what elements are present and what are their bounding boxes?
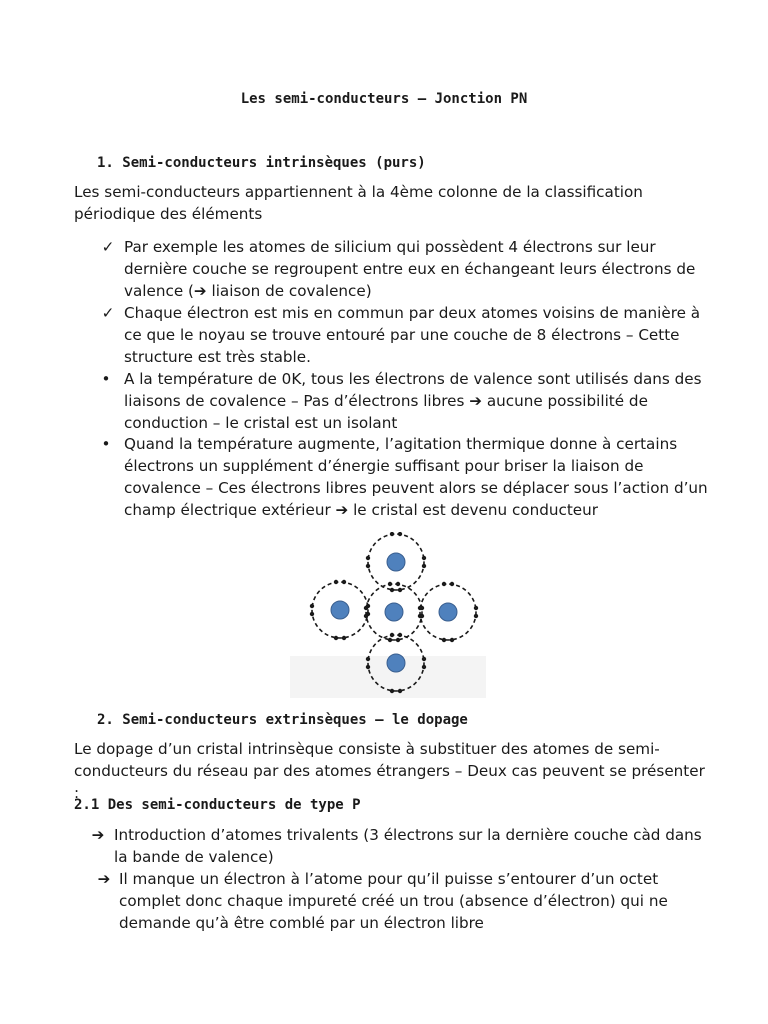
page-title: Les semi-conducteurs – Jonction PN [240,91,528,107]
electron-dot [390,633,394,637]
electron-dot [396,638,400,642]
silicon-crystal-diagram [290,532,486,698]
electron-dot [366,665,370,669]
electron-dot [310,604,314,608]
bullet-icon: • [101,370,111,388]
electron-dot [474,614,478,618]
electron-dot [422,665,426,669]
checkmark-icon: ✓ [101,238,115,256]
electron-dot [398,689,402,693]
arrow-right-icon: ➔ [91,826,105,844]
electron-dot [418,614,422,618]
list-item: Par exemple les atomes de silicium qui possèdent 4 électrons sur leur dernière couche se regroupent entre eux en échangeant leurs électrons de valence (➔ liaison de covalence) [124,238,696,300]
list-item: Introduction d’atomes trivalents (3 électrons sur la dernière couche càd dans la bande de valence) [114,826,702,866]
electron-dot [422,564,426,568]
electron-dot [442,638,446,642]
electron-dot [396,582,400,586]
electron-dot [334,636,338,640]
section-2-intro: Le dopage d’un cristal intrinsèque consiste à substituer des atomes de semi-conducteurs du réseau par des atomes étrangers – Deux cas peuvent se présenter : [74,740,705,802]
checkmark-icon: ✓ [101,304,115,322]
electron-dot [342,580,346,584]
atom-nucleus [331,601,349,619]
electron-dot [388,582,392,586]
atom-nucleus [387,553,405,571]
section-1-intro: Les semi-conducteurs appartiennent à la 4ème colonne de la classification périodique des éléments [74,183,643,223]
electron-dot [310,612,314,616]
electron-dot [474,606,478,610]
atom-nucleus [439,603,457,621]
electron-dot [422,657,426,661]
electron-dot [418,606,422,610]
electron-dot [334,580,338,584]
section-1-heading: 1. Semi-conducteurs intrinsèques (purs) [97,155,426,171]
list-item: Il manque un électron à l’atome pour qu’il puisse s’entourer d’un octet complet donc chaque impureté créé un trou (absence d’électron) qui ne demande qu’à être comblé par un électron libre [119,870,668,932]
bullet-icon: • [101,435,111,453]
list-item: Quand la température augmente, l’agitation thermique donne à certains électrons un supplément d’énergie suffisant pour briser la liaison de covalence – Ces électrons libres peuvent alors se déplacer sous l’action d’un champ électrique extérieur ➔ le cristal est devenu conducteur [124,435,708,519]
electron-dot [342,636,346,640]
electron-dot [366,657,370,661]
atom-nucleus [387,654,405,672]
arrow-right-icon: ➔ [97,870,111,888]
electron-dot [450,582,454,586]
electron-dot [450,638,454,642]
electron-dot [366,556,370,560]
electron-dot [442,582,446,586]
electron-dot [364,614,368,618]
electron-dot [422,556,426,560]
atom-nucleus [385,603,403,621]
electron-dot [398,633,402,637]
electron-dot [390,689,394,693]
section-2-1-heading: 2.1 Des semi-conducteurs de type P [74,797,361,813]
electron-dot [366,564,370,568]
electron-dot [398,532,402,536]
electron-dot [364,606,368,610]
electron-dot [390,588,394,592]
electron-dot [398,588,402,592]
electron-dot [388,638,392,642]
section-2-heading: 2. Semi-conducteurs extrinsèques – le dopage [97,712,468,728]
list-item: Chaque électron est mis en commun par deux atomes voisins de manière à ce que le noyau se trouve entouré par une couche de 8 électrons – Cette structure est très stable. [124,304,701,366]
electron-dot [390,532,394,536]
list-item: A la température de 0K, tous les électrons de valence sont utilisés dans des liaisons de covalence – Pas d’électrons libres ➔ aucune possibilité de conduction – le cristal est un isolant [124,370,702,432]
